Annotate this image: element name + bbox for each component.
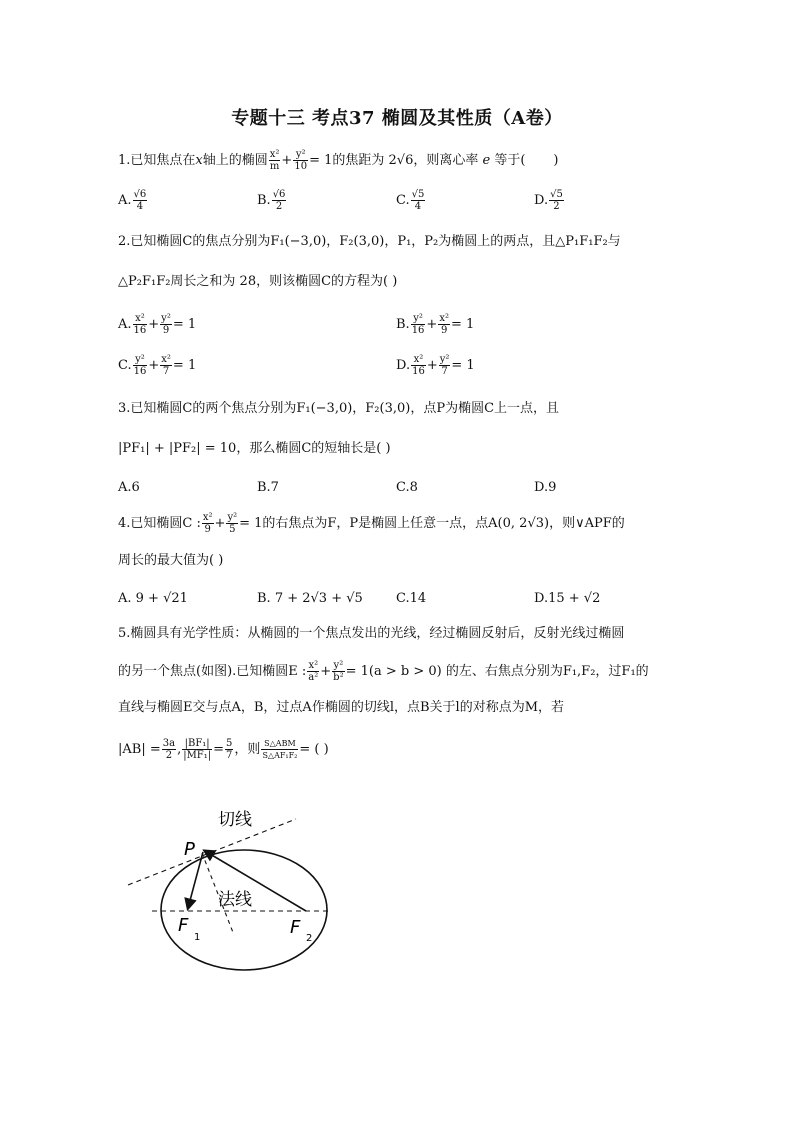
question-5-stem-3: 直线与椭圆E交与点A，B，过点A作椭圆的切线l，点B关于l的对称点为M，若 — [118, 700, 564, 715]
question-3-stem: 3.已知椭圆C的两个焦点分别为F₁(−3,0)，F₂(3,0)，点P为椭圆C上一点，且 — [118, 401, 560, 416]
question-3-stem-cont: |PF₁| + |PF₂| = 10，那么椭圆C的短轴长是( ) — [118, 441, 391, 456]
option-a: A. 9 + √21 — [118, 591, 188, 606]
tangent-line — [128, 819, 296, 885]
option-a: A.6 — [118, 480, 140, 495]
option-a: A. $\frac{\text{x²}}{16}$ + $\frac{\text{y²}}{9}$ = 1 — [118, 313, 197, 336]
option-b: B. $\frac{√6}{2}$ — [257, 189, 286, 212]
option-d: D.15 + √2 — [534, 591, 601, 606]
option-b: B.7 — [257, 480, 279, 495]
option-b: B. 7 + 2√3 + √5 — [257, 591, 363, 606]
fraction: $\frac{\text{x²}}{m}$ — [269, 149, 280, 172]
question-1-stem: 1.已知焦点在x轴上的椭圆 $\frac{\text{x²}}{m}$ + $\frac{\text{y²}}{10}$ = 1的焦距为 2√6，则离心率 e 等于( ) — [118, 149, 559, 172]
option-c: C.14 — [396, 591, 427, 606]
option-a: A. $\frac{√6}{4}$ — [118, 189, 147, 212]
fraction: $\frac{\text{y²}}{10}$ — [294, 149, 308, 172]
question-2-stem-cont: △P₂F₁F₂周长之和为 28，则该椭圆C的方程为( ) — [118, 274, 398, 289]
focus-f1-sub: 1 — [194, 932, 201, 943]
point-p-label: P — [184, 839, 195, 860]
question-4-stem-cont: 周长的最大值为( ) — [118, 553, 224, 568]
focus-f2-sub: 2 — [306, 933, 313, 944]
option-b: B. $\frac{\text{y²}}{16}$ + $\frac{\text{x²}}{9}$ = 1 — [396, 313, 475, 336]
question-2-stem: 2.已知椭圆C的焦点分别为F₁(−3,0)，F₂(3,0)，P₁，P₂为椭圆上的两点，且△P₁F₁F₂与 — [118, 234, 621, 249]
question-5-stem: 5.椭圆具有光学性质：从椭圆的一个焦点发出的光线，经过椭圆反射后，反射光线过椭圆 — [118, 626, 625, 641]
ellipse-optics-figure — [110, 795, 350, 980]
option-d: D. $\frac{\text{x²}}{16}$ + $\frac{\text{y²}}{7}$ = 1 — [396, 354, 475, 377]
option-c: C.8 — [396, 480, 418, 495]
option-c: C. $\frac{√5}{4}$ — [396, 189, 425, 212]
page-title: 专题十三 考点37 椭圆及其性质（A卷） — [231, 108, 563, 129]
question-5-stem-4: |AB| = $\frac{3a}{2}$ , $\frac{\text{|BF₁|}}{\text{|MF₁|}}$ = $\frac{5}{7}$ ，则 $\frac{\text{S△ABM}}{\text{S△AF₁F₂}}$ = ( ) — [118, 738, 329, 761]
focus-f1-label: F — [178, 915, 189, 936]
option-d: D. $\frac{√5}{2}$ — [534, 189, 563, 212]
question-4-stem: 4.已知椭圆C : $\frac{\text{x²}}{9}$ + $\frac{\text{y²}}{5}$ = 1的右焦点为F，P是椭圆上任意一点，点A(0, 2√3)，则∨APF的 — [118, 512, 625, 535]
normal-label: 法线 — [218, 890, 252, 910]
ellipse — [161, 850, 327, 970]
option-c: C. $\frac{\text{y²}}{16}$ + $\frac{\text{x²}}{7}$ = 1 — [118, 354, 197, 377]
focus-f2-label: F — [290, 917, 301, 938]
question-5-stem-2: 的另一个焦点(如图).已知椭圆E : $\frac{\text{x²}}{\text{a²}}$ + $\frac{\text{y²}}{\text{b²}}$ = 1(a > b > 0) 的左、右焦点分别为F₁,F₂，过F₁的 — [118, 660, 649, 683]
tangent-label: 切线 — [218, 810, 252, 830]
option-d: D.9 — [534, 480, 557, 495]
